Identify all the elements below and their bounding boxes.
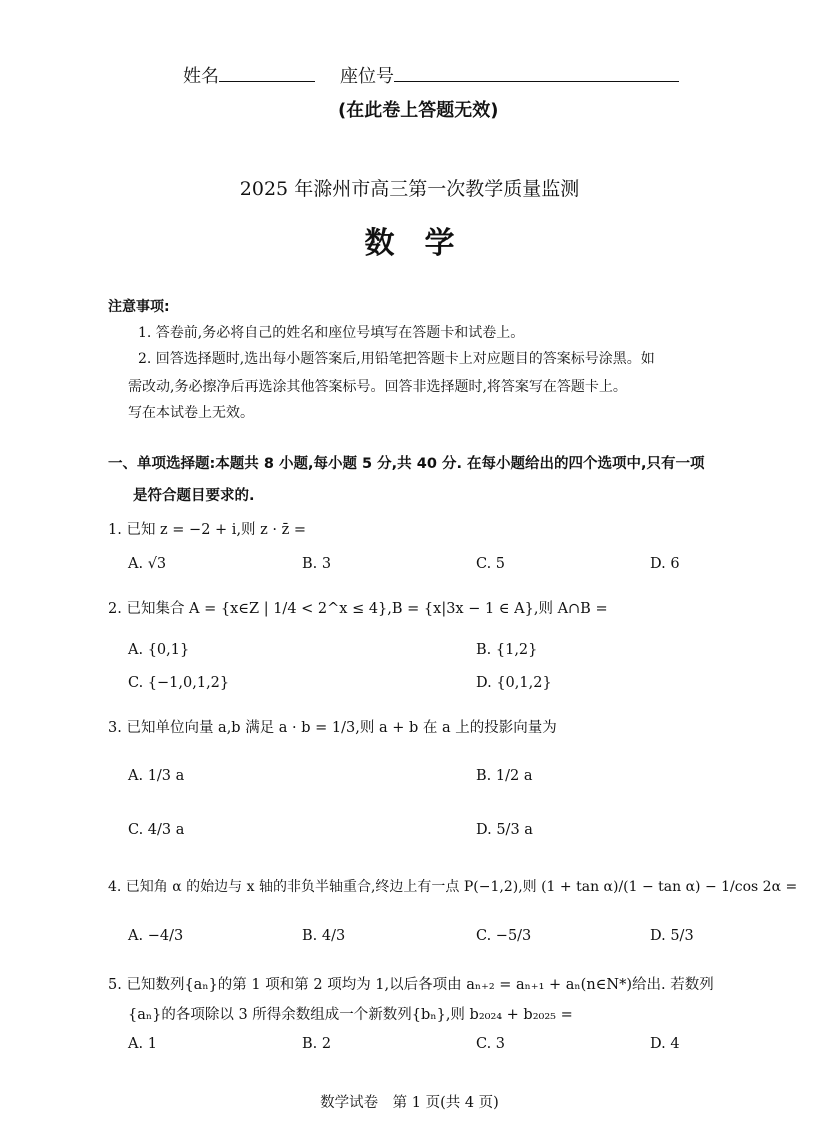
question-3-stem: 3. 已知单位向量 a,b 满足 a · b = 1/3,则 a + b 在 a 上的投影向量为 (108, 720, 557, 736)
notice-heading: 注意事项: (108, 299, 170, 315)
question-1-option-d: D. 6 (650, 556, 680, 572)
question-3-option-b: B. 1/2 a (476, 768, 533, 784)
question-5-option-a: A. 1 (128, 1036, 157, 1052)
notice-item-1: 1. 答卷前,务必将自己的姓名和座位号填写在答题卡和试卷上。 (138, 325, 525, 341)
question-5-option-d: D. 4 (650, 1036, 680, 1052)
question-3-option-d: D. 5/3 a (476, 822, 533, 838)
question-2-option-a: A. {0,1} (128, 642, 190, 658)
question-5-stem-line-1: 5. 已知数列{aₙ}的第 1 项和第 2 项均为 1,以后各项由 aₙ₊₂ = aₙ₊₁ + aₙ(n∈N*)给出. 若数列 (108, 977, 714, 993)
question-1-option-b: B. 3 (302, 556, 332, 572)
section-heading-text: 一、单项选择题:本题共 8 小题,每小题 5 分,共 40 分. 在每小题给出的四个选项中,只有一项 (108, 456, 705, 472)
invalid-note: (在此卷上答题无效) (338, 100, 499, 121)
question-4-stem: 4. 已知角 α 的始边与 x 轴的非负半轴重合,终边上有一点 P(−1,2),则 (1 + tan α)/(1 − tan α) − 1/cos 2α = (108, 879, 798, 895)
name-label: 姓名 (183, 66, 219, 87)
question-4-option-b: B. 4/3 (302, 928, 346, 944)
question-2-stem: 2. 已知集合 A = {x∈Z | 1/4 < 2^x ≤ 4},B = {x|3x − 1 ∈ A},则 A∩B = (108, 601, 608, 617)
notice-item-2-line-3: 写在本试卷上无效。 (128, 405, 254, 421)
question-1-option-c: C. 5 (476, 556, 506, 572)
question-4-option-c: C. −5/3 (476, 928, 532, 944)
question-3-option-a: A. 1/3 a (128, 768, 185, 784)
question-1-stem (108, 518, 306, 539)
section-heading-line-2: 是符合题目要求的. (133, 488, 255, 504)
seat-blank (394, 63, 679, 82)
seat-label: 座位号 (340, 66, 394, 87)
question-1-text: 1. 已知 z = −2 + i,则 z · z̄ = (108, 522, 307, 538)
question-5-stem-line-2: {aₙ}的各项除以 3 所得余数组成一个新数列{bₙ},则 b₂₀₂₄ + b₂₀₂₅ = (128, 1007, 573, 1023)
question-1-option-a: A. √3 (128, 556, 167, 572)
subject-title: 数 学 (364, 226, 455, 261)
page-footer: 数学试卷 第 1 页(共 4 页) (320, 1095, 499, 1111)
question-2-option-c: C. {−1,0,1,2} (128, 675, 230, 691)
question-3-option-c: C. 4/3 a (128, 822, 185, 838)
seat-field (340, 62, 679, 88)
exam-title: 2025 年滁州市高三第一次教学质量监测 (239, 178, 580, 200)
question-2-option-d: D. {0,1,2} (476, 675, 552, 691)
notice-item-2-line-2: 需改动,务必擦净后再选涂其他答案标号。回答非选择题时,将答案写在答题卡上。 (128, 379, 627, 395)
notice-item-2-line-1: 2. 回答选择题时,选出每小题答案后,用铅笔把答题卡上对应题目的答案标号涂黑。如 (138, 351, 655, 367)
name-field (183, 62, 315, 88)
question-2-option-b: B. {1,2} (476, 642, 538, 658)
section-heading-line-1 (108, 452, 705, 473)
question-4-option-d: D. 5/3 (650, 928, 694, 944)
question-4-option-a: A. −4/3 (128, 928, 184, 944)
question-5-option-c: C. 3 (476, 1036, 506, 1052)
question-5-option-b: B. 2 (302, 1036, 332, 1052)
name-blank (219, 63, 315, 82)
